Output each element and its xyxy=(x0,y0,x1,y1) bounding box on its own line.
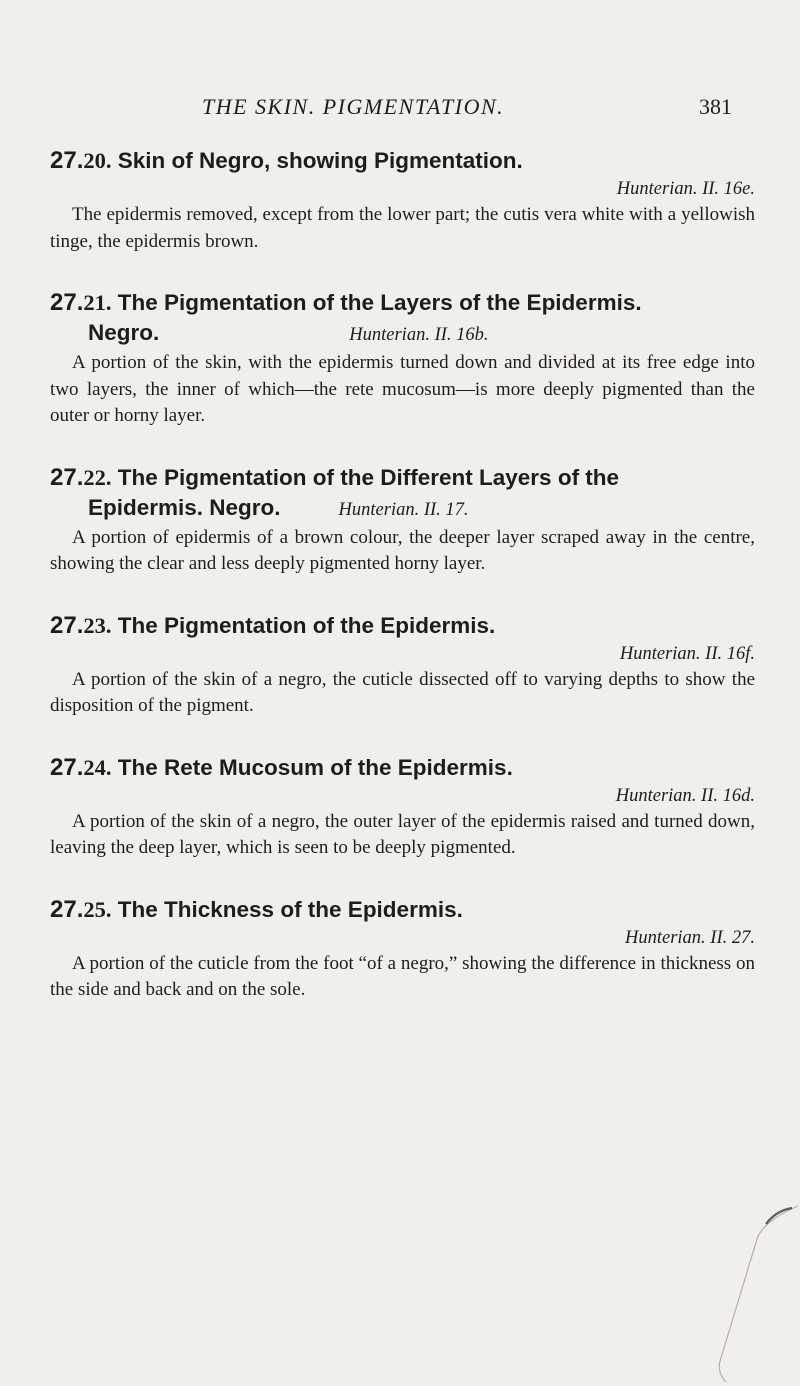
entry-reference: Hunterian. II. 27. xyxy=(625,927,755,948)
entry-number-major: 27. xyxy=(50,289,84,316)
entry-number-minor: 24. xyxy=(83,754,112,780)
entry-title: The Pigmentation of the Epidermis. xyxy=(117,612,496,638)
entry-description: A portion of the skin of a negro, the outer layer of the epidermis raised and turned down, leaving the deep layer, which is seen to be deeply pigmented. xyxy=(50,810,755,858)
entry-number-major: 27. xyxy=(50,463,84,491)
entry-heading xyxy=(50,288,755,318)
entry-reference: Hunterian. II. 17. xyxy=(338,499,469,520)
entry-title: The Rete Mucosum of the Epidermis. xyxy=(117,754,513,780)
entry-number-minor: 21. xyxy=(83,290,112,315)
entry-reference: Hunterian. II. 16f. xyxy=(619,643,755,664)
entry-reference: Hunterian. II. 16b. xyxy=(349,325,489,345)
catalogue-entries xyxy=(50,146,755,1037)
page-crease-mark xyxy=(680,1186,800,1386)
entry-heading xyxy=(50,895,755,925)
entry-reference-line xyxy=(50,925,755,951)
entry-description: The epidermis removed, except from the lower part; the cutis vera white with a yellowish tinge, the epidermis brown. xyxy=(50,204,755,252)
entry-number-minor: 25. xyxy=(83,896,112,922)
entry-number-minor: 23. xyxy=(83,612,112,638)
entry-title-line2: Negro. xyxy=(88,320,160,345)
entry-description: A portion of the skin of a negro, the cuticle dissected off to varying depths to show the disposition of the pigment. xyxy=(50,668,755,716)
entry-title-line2: Epidermis. Negro. xyxy=(88,494,281,520)
catalogue-entry xyxy=(50,146,755,255)
entry-reference: Hunterian. II. 16d. xyxy=(615,785,755,806)
catalogue-entry xyxy=(50,611,755,720)
entry-title-line1: The Pigmentation of the Different Layers of the xyxy=(117,464,620,490)
catalogue-entry xyxy=(50,753,755,862)
catalogue-entry xyxy=(50,463,755,578)
entry-reference-line xyxy=(50,176,755,202)
entry-reference: Hunterian. II. 16e. xyxy=(616,179,755,199)
entry-reference-line xyxy=(50,783,755,809)
entry-reference-line xyxy=(50,641,755,667)
entry-title: The Thickness of the Epidermis. xyxy=(117,896,463,922)
entry-heading xyxy=(50,753,755,783)
running-head xyxy=(0,94,800,124)
entry-heading xyxy=(50,611,755,641)
entry-number-major: 27. xyxy=(50,895,84,923)
entry-heading-continuation xyxy=(50,493,755,525)
catalogue-entry xyxy=(50,288,755,430)
entry-description: A portion of the skin, with the epidermis turned down and divided at its free edge into two layers, the inner of which—the rete mucosum—is more deeply pigmented than the outer or horny layer. xyxy=(50,352,755,426)
entry-number-minor: 20. xyxy=(83,148,112,173)
entry-number-major: 27. xyxy=(50,147,84,174)
entry-number-major: 27. xyxy=(50,611,84,639)
entry-number-minor: 22. xyxy=(83,464,112,490)
entry-description: A portion of the cuticle from the foot “of a negro,” showing the difference in thickness on the side and back and on the sole. xyxy=(50,952,755,1000)
entry-number-major: 27. xyxy=(50,753,84,781)
entry-heading xyxy=(50,463,755,493)
catalogue-entry xyxy=(50,895,755,1004)
entry-title: Skin of Negro, showing Pigmentation. xyxy=(117,148,523,173)
entry-description: A portion of epidermis of a brown colour, the deeper layer scraped away in the centre, showing the clear and less deeply pigmented horny layer. xyxy=(50,526,755,574)
entry-title-line1: The Pigmentation of the Layers of the Epidermis. xyxy=(117,290,642,315)
page-number: 381 xyxy=(699,94,732,119)
entry-heading xyxy=(50,146,755,176)
running-head-title: THE SKIN. PIGMENTATION. xyxy=(202,94,505,119)
entry-heading-continuation xyxy=(50,318,755,350)
